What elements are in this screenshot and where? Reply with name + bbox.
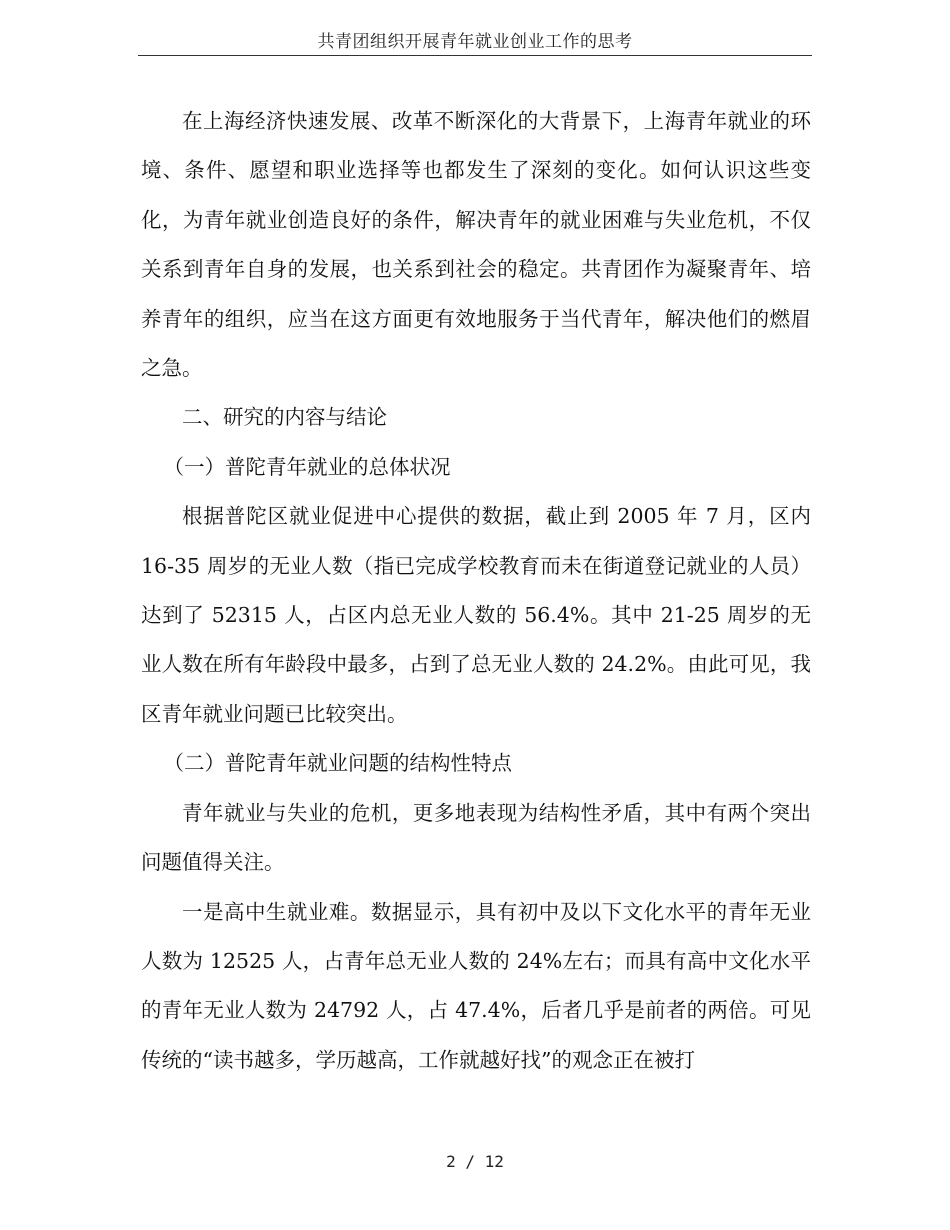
paragraph-structural-intro: 青年就业与失业的危机，更多地表现为结构性矛盾，其中有两个突出问题值得关注。 (141, 800, 811, 875)
document-body (141, 97, 811, 1085)
header-divider (138, 55, 812, 56)
running-header-title: 共青团组织开展青年就业创业工作的思考 (317, 32, 633, 52)
subsection-heading-structural: （二）普陀青年就业问题的结构性特点 (163, 751, 513, 776)
paragraph-high-school: 一是高中生就业难。数据显示，具有初中及以下文化水平的青年无业人数为 12525 人，占青年总无业人数的 24%左右；而具有高中文化水平的青年无业人数为 24792 人，占 47.4%，后者几乎是前者的两倍。可见传统的“读书越多，学历越高，工作就越好找”的观念正在被打 (141, 899, 811, 1072)
paragraph-background: 在上海经济快速发展、改革不断深化的大背景下，上海青年就业的环境、条件、愿望和职业选择等也都发生了深刻的变化。如何认识这些变化，为青年就业创造良好的条件，解决青年的就业困难与失业危机，不仅关系到青年自身的发展，也关系到社会的稳定。共青团作为凝聚青年、培养青年的组织，应当在这方面更有效地服务于当代青年，解决他们的燃眉之急。 (141, 109, 811, 381)
section-heading: 二、研究的内容与结论 (182, 405, 387, 430)
subsection-heading-overall: （一）普陀青年就业的总体状况 (163, 454, 451, 479)
page-number: 2 / 12 (446, 1152, 504, 1171)
paragraph-overall-data: 根据普陀区就业促进中心提供的数据，截止到 2005 年 7 月，区内 16-35 周岁的无业人数（指已完成学校教育而未在街道登记就业的人员）达到了 52315 人，占区内总无业人数的 56.4%。其中 21-25 周岁的无业人数在所有年龄段中最多，占到了总无业人数的 24.2%。由此可见，我区青年就业问题已比较突出。 (141, 504, 811, 726)
